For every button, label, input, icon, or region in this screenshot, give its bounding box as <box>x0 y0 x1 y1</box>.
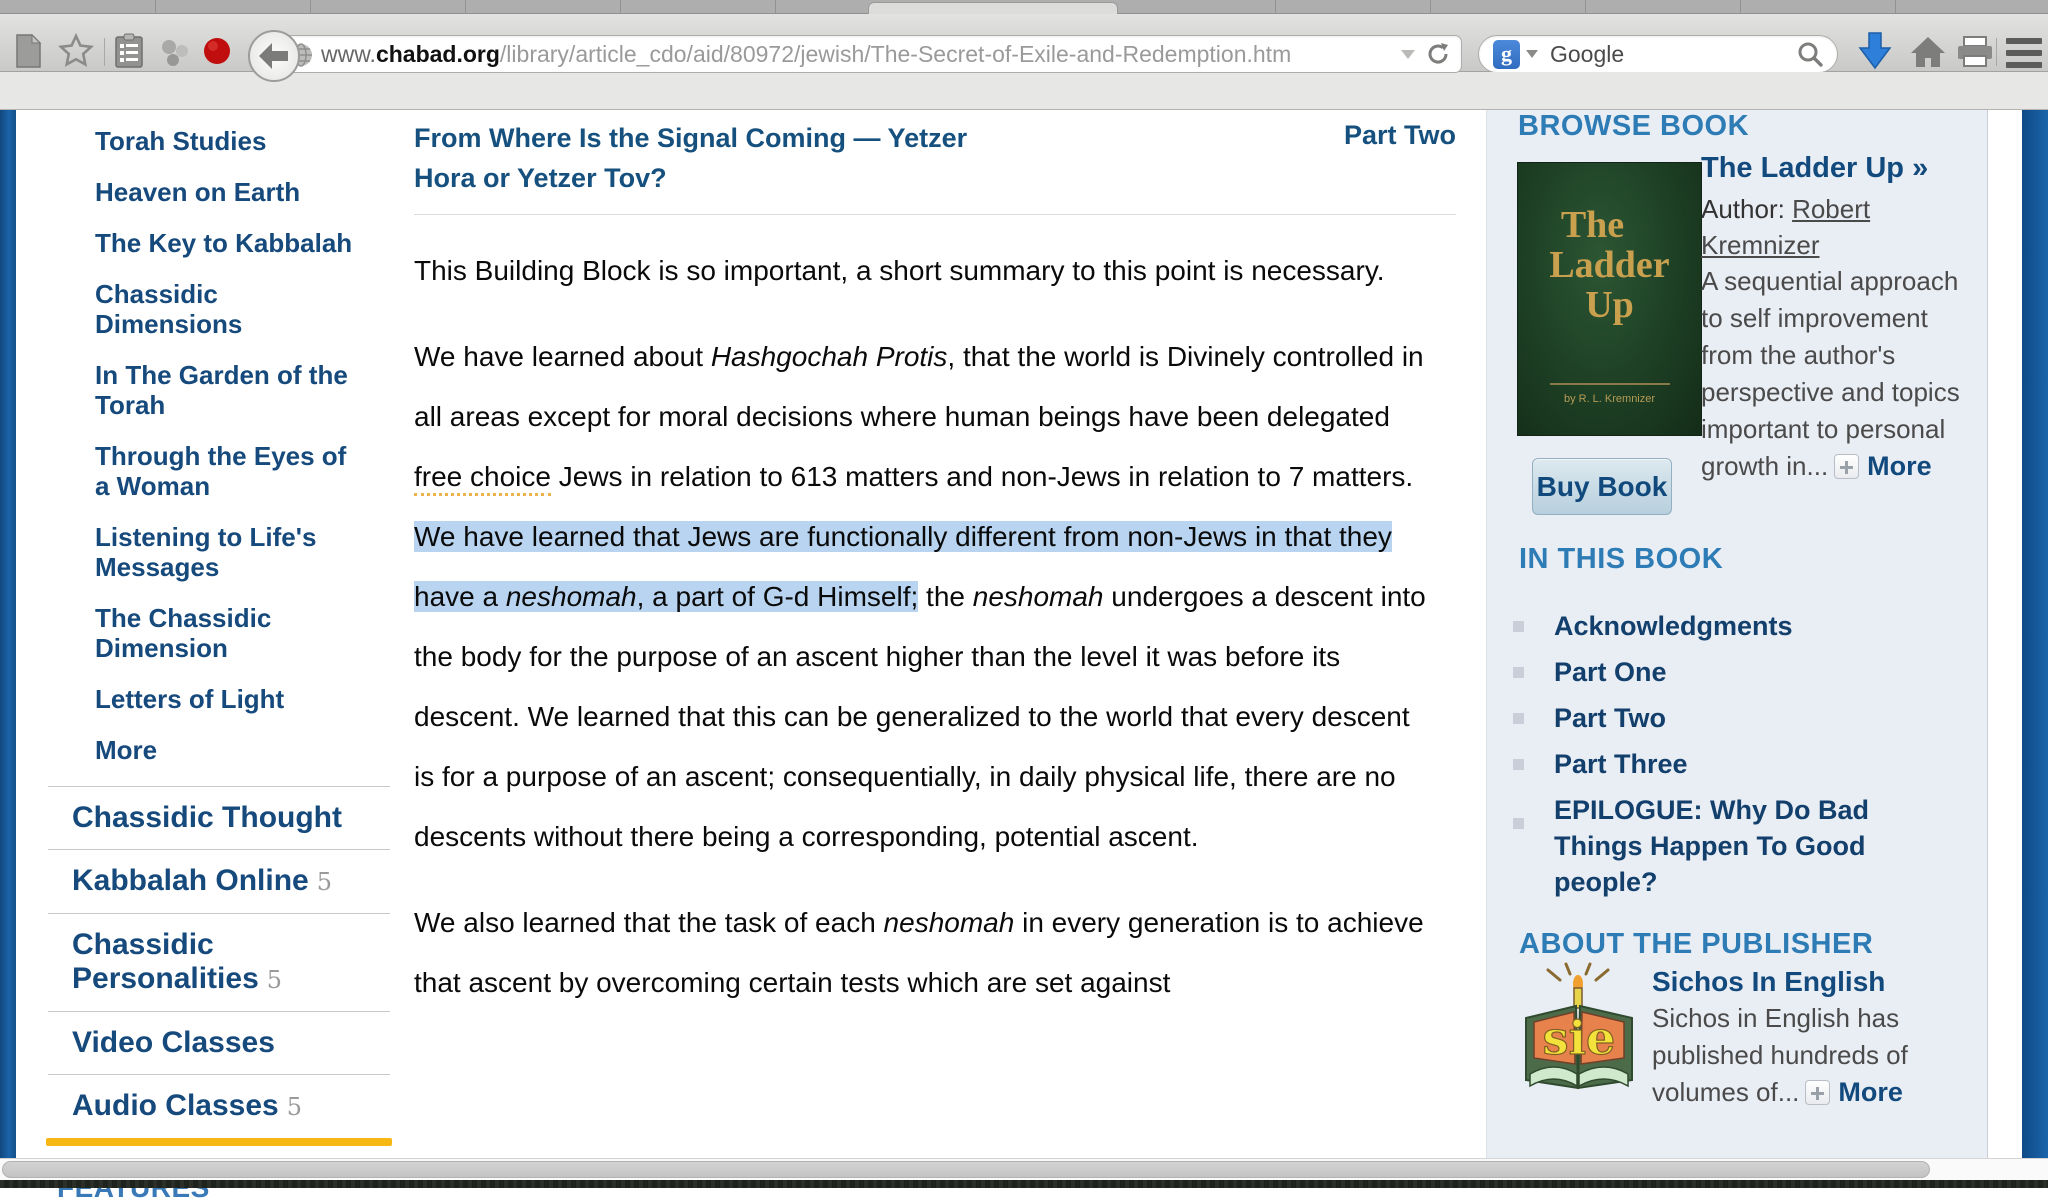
hebrew-content-icon: 5 <box>316 868 332 896</box>
sidebar-item-kabbalah-online[interactable] <box>72 864 372 899</box>
table-of-contents <box>1513 608 1963 910</box>
toc-item-part-three[interactable] <box>1513 746 1963 782</box>
search-magnifier-icon[interactable] <box>1797 41 1823 67</box>
url-history-dropdown-icon[interactable] <box>1401 50 1415 59</box>
sidebar-item-label: Letters of Light <box>95 684 285 714</box>
page-right-border <box>2022 110 2048 1158</box>
toc-item-acknowledgments[interactable] <box>1513 608 1963 644</box>
url-path: /library/article_cdo/aid/80972/jewish/The-Secret-of-Exile-and-Redemption.htm <box>499 40 1292 67</box>
paragraph-text: We also learned that the task of each <box>414 907 884 938</box>
desktop-background-strip <box>0 1180 2048 1188</box>
tab-separator <box>465 0 466 14</box>
cover-title-line: Ladder <box>1549 244 1670 286</box>
sidebar-item-label: Video Classes <box>72 1026 275 1059</box>
sidebar-item-label: The Key to Kabbalah <box>95 228 353 258</box>
italic-term: neshomah <box>972 581 1104 612</box>
tab-separator <box>1430 0 1431 14</box>
part-label: Part Two <box>1343 120 1456 150</box>
about-publisher-heading: ABOUT THE PUBLISHER <box>1519 928 1874 960</box>
sidebar-item-label: Chassidic Personalities <box>72 928 259 995</box>
nav-divider <box>48 1074 390 1075</box>
sichos-in-english-logo[interactable] <box>1518 962 1640 1094</box>
publisher-more-link[interactable]: More <box>1838 1077 1903 1107</box>
toc-label: Acknowledgments <box>1554 611 1793 641</box>
highlighted-selection: We have learned that Jews are functionally different from non-Jews in that they have a <box>414 521 1392 612</box>
tab-separator <box>1585 0 1586 14</box>
book-cover[interactable] <box>1518 163 1701 435</box>
toolbar-divider <box>104 38 105 66</box>
nav-divider <box>48 913 390 914</box>
menu-icon[interactable] <box>2006 38 2042 68</box>
article-divider <box>414 214 1456 215</box>
browse-book-heading: BROWSE BOOK <box>1518 110 1750 142</box>
paragraph-text: Jews in relation to 613 matters and non-Jews in relation to 7 matters. <box>550 461 1414 492</box>
tab-separator <box>1275 0 1276 14</box>
sidebar-item-label: Chassidic Dimensions <box>95 279 243 339</box>
italic-term: Hashgochah Protis <box>710 341 948 372</box>
hebrew-content-icon: 5 <box>286 1093 303 1121</box>
publisher-info <box>1652 966 1992 1111</box>
print-icon[interactable] <box>1956 36 1994 68</box>
tab-strip[interactable] <box>0 0 2048 14</box>
horizontal-scrollbar[interactable] <box>0 1158 2048 1180</box>
sidebar-item-label: The Chassidic Dimension <box>95 603 272 663</box>
page-viewport <box>0 110 2048 1158</box>
book-author <box>1701 191 1973 263</box>
buy-book-button[interactable]: Buy Book <box>1532 458 1672 515</box>
record-icon[interactable] <box>202 36 232 66</box>
tab-separator <box>1895 0 1896 14</box>
search-bar[interactable] <box>1478 35 1838 73</box>
sidebar-orange-rule <box>46 1138 392 1146</box>
molecule-icon[interactable] <box>158 38 192 68</box>
url-www: www. <box>321 40 376 67</box>
sidebar-item-garden-of-the-torah[interactable] <box>95 360 367 420</box>
book-cover-title <box>1549 205 1669 325</box>
home-icon[interactable] <box>1910 36 1946 68</box>
back-button[interactable] <box>248 30 300 82</box>
toc-item-epilogue[interactable] <box>1513 792 1963 900</box>
author-label: Author: <box>1701 194 1793 224</box>
sidebar-item-video-classes[interactable] <box>72 1026 372 1060</box>
bullet-square-icon <box>1513 713 1524 724</box>
sidebar-item-chassidic-thought[interactable] <box>72 801 372 835</box>
active-tab[interactable] <box>868 2 1118 14</box>
clipboard-list-icon[interactable] <box>114 34 144 68</box>
sidebar-item-label: Listening to Life's Messages <box>95 522 317 582</box>
paragraph-text: , that the world is Divinely controlled in all areas except for moral decisions where human beings have been delegated <box>414 341 1424 432</box>
highlighted-selection: , a part of G-d Himself; <box>636 581 919 612</box>
toc-item-part-one[interactable] <box>1513 654 1963 690</box>
nav-divider <box>48 786 390 787</box>
nav-divider <box>48 1011 390 1012</box>
left-navigation <box>48 126 390 1204</box>
bookmark-star-icon[interactable] <box>58 34 94 68</box>
bullet-square-icon <box>1513 667 1524 678</box>
sidebar-item-label: Torah Studies <box>95 126 267 156</box>
toc-label: Part Two <box>1554 703 1667 733</box>
sidebar-item-heaven-on-earth[interactable] <box>95 177 367 207</box>
italic-term: neshomah <box>883 907 1015 938</box>
sidebar-item-audio-classes[interactable] <box>72 1089 372 1124</box>
bullet-square-icon <box>1513 818 1524 829</box>
cover-byline: by R. L. Kremnizer <box>1563 393 1656 405</box>
more-link[interactable]: More <box>1867 451 1932 481</box>
free-choice-link[interactable]: free choice <box>414 461 551 496</box>
sidebar-item-label: Chassidic Thought <box>72 801 342 834</box>
article <box>414 118 1456 1013</box>
paragraph-text: This Building Block is so important, a short summary to this point is necessary. <box>414 255 1385 286</box>
hebrew-content-icon: 5 <box>266 966 283 994</box>
highlighted-italic-term: neshomah <box>505 581 637 612</box>
tab-separator <box>155 0 156 14</box>
new-page-icon[interactable] <box>12 34 44 68</box>
tab-separator <box>310 0 311 14</box>
sidebar-item-label: Heaven on Earth <box>95 177 301 207</box>
search-engine-dropdown-icon[interactable] <box>1526 50 1538 58</box>
paragraph-text: in every generation is to achieve that ascent by overcoming certain tests which are set against <box>414 907 1424 998</box>
in-this-book-heading: IN THIS BOOK <box>1519 543 1724 575</box>
cover-rule <box>1550 383 1670 385</box>
sidebar-item-chassidic-dimension[interactable] <box>95 603 367 663</box>
search-input[interactable]: Google <box>1550 40 1625 67</box>
tab-separator <box>775 0 776 14</box>
page-left-border <box>0 110 16 1158</box>
scrollbar-thumb[interactable] <box>2 1161 1930 1178</box>
paragraph-text: We have learned about <box>414 341 711 372</box>
author-link[interactable]: Robert Kremnizer <box>1701 194 1871 260</box>
nav-divider <box>48 849 390 850</box>
publisher-logo-letters: sie <box>1542 1011 1616 1065</box>
paragraph-2 <box>414 327 1426 867</box>
tab-separator <box>620 0 621 14</box>
sidebar-item-key-to-kabbalah[interactable] <box>95 228 367 258</box>
publisher-name-link[interactable]: Sichos In English <box>1652 966 1886 997</box>
paragraph-text: undergoes a descent into the body for the purpose of an ascent higher than the level it was before its descent. We learned that this can be generalized to the world that every descent is for a purpose of an ascent; consequentially, in daily physical life, there are no descents without there being a corresponding, potential ascent. <box>414 581 1426 852</box>
downloads-icon[interactable] <box>1858 32 1892 70</box>
sidebar-item-label: Through the Eyes of a Woman <box>95 441 347 501</box>
paragraph-text: the <box>918 581 973 612</box>
book-info <box>1701 152 1973 485</box>
sidebar-item-label: In The Garden of the Torah <box>95 360 348 420</box>
address-bar[interactable] <box>272 35 1462 73</box>
url-domain: chabad.org <box>375 40 500 67</box>
toc-label: EPILOGUE: Why Do Bad Things Happen To Good people? <box>1554 795 1870 897</box>
article-header <box>414 118 1456 200</box>
sidebar-item-eyes-of-a-woman[interactable] <box>95 441 367 501</box>
sidebar-item-label: Audio Classes <box>72 1089 279 1122</box>
sidebar-item-label: More <box>95 735 158 765</box>
url-text <box>321 41 1291 68</box>
publisher-description <box>1652 1000 1992 1111</box>
expand-plus-icon[interactable] <box>1805 1080 1830 1105</box>
paragraph-1 <box>414 241 1426 301</box>
sidebar-item-torah-studies[interactable] <box>95 126 367 156</box>
publisher-description-text: Sichos in English has published hundreds of volumes of... <box>1652 1003 1908 1107</box>
reload-icon[interactable] <box>1425 41 1451 67</box>
cover-title-line: Up <box>1585 284 1634 326</box>
book-description-text: A sequential approach to self improvement from the author's perspective and topics important to personal growth in... <box>1701 266 1960 481</box>
sidebar-item-label: Kabbalah Online <box>72 864 309 897</box>
sidebar-item-chassidic-dimensions[interactable] <box>95 279 367 339</box>
article-title[interactable]: From Where Is the Signal Coming — Yetzer Hora or Yetzer Tov? <box>414 123 968 193</box>
expand-plus-icon[interactable] <box>1834 454 1859 479</box>
sidebar-item-letters-of-light[interactable] <box>95 684 367 714</box>
toc-label: Part One <box>1554 657 1667 687</box>
paragraph-3 <box>414 893 1426 1013</box>
sidebar-item-listening-to-lifes-messages[interactable] <box>95 522 367 582</box>
toc-label: Part Three <box>1554 749 1688 779</box>
toc-item-part-two[interactable] <box>1513 700 1963 736</box>
book-description <box>1701 263 1973 485</box>
browser-toolbar <box>0 14 2048 72</box>
tab-separator <box>1740 0 1741 14</box>
bullet-square-icon <box>1513 621 1524 632</box>
cover-title-line: The <box>1560 204 1625 246</box>
toolbar-divider <box>1996 38 1997 66</box>
bullet-square-icon <box>1513 759 1524 770</box>
bookmarks-bar <box>0 72 2048 110</box>
book-title-link[interactable]: The Ladder Up » <box>1701 152 1929 184</box>
sidebar-item-chassidic-personalities[interactable] <box>72 928 372 997</box>
google-engine-icon[interactable]: g <box>1493 40 1520 69</box>
sidebar-item-more[interactable] <box>95 735 367 765</box>
